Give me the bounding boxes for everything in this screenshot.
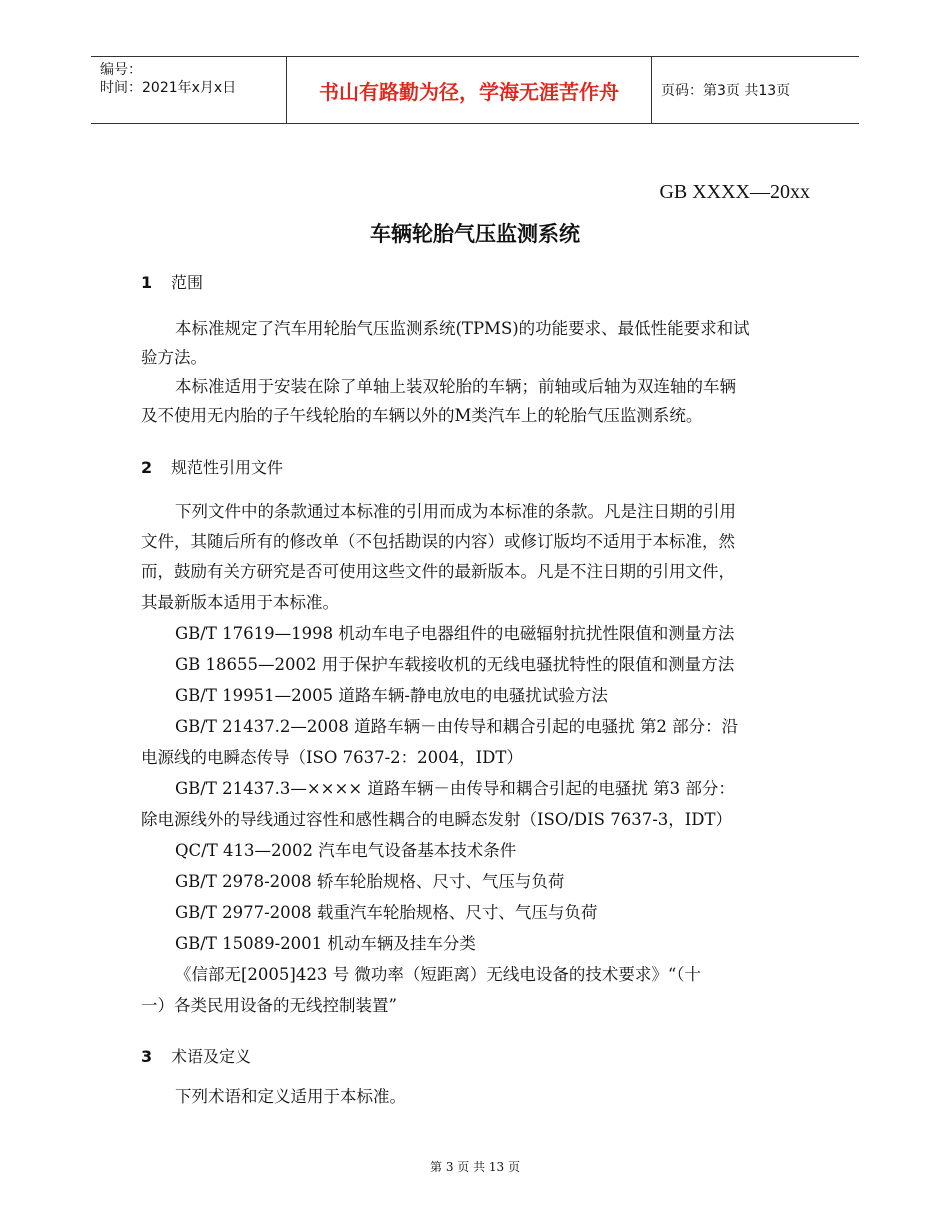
- reference-item: QC/T 413—2002 汽车电气设备基本技术条件: [175, 841, 517, 860]
- section-heading: [141, 455, 283, 478]
- section-title: 范围: [171, 273, 204, 292]
- paragraph-line: 其最新版本适用于本标准。: [141, 593, 339, 612]
- header-meta: [100, 61, 236, 97]
- paragraph-line: 验方法。: [141, 348, 207, 367]
- paragraph-line: 及不使用无内胎的子午线轮胎的车辆以外的M类汽车上的轮胎气压监测系统。: [141, 406, 703, 425]
- paragraph-line: 下列术语和定义适用于本标准。: [175, 1087, 406, 1106]
- reference-item-cont: 除电源线外的导线通过容性和感性耦合的电瞬态发射（ISO/DIS 7637-3，IDT）: [141, 810, 733, 829]
- document-title: 车辆轮胎气压监测系统: [370, 222, 580, 246]
- reference-item: GB/T 17619—1998 机动车电子电器组件的电磁辐射抗扰性限值和测量方法: [175, 624, 735, 643]
- paragraph-line: 下列文件中的条款通过本标准的引用而成为本标准的条款。凡是注日期的引用: [175, 502, 736, 521]
- paragraph-line: 本标准规定了汽车用轮胎气压监测系统(TPMS)的功能要求、最低性能要求和试: [175, 319, 750, 338]
- number-label: 编号：: [100, 62, 142, 78]
- header-page-info: 页码：第3页 共13页: [661, 83, 791, 99]
- reference-item: GB/T 21437.2—2008 道路车辆－由传导和耦合引起的电骚扰 第2 部分：沿: [175, 717, 739, 736]
- section-number: 2: [141, 458, 153, 477]
- section-title: 规范性引用文件: [171, 458, 284, 477]
- reference-item: GB 18655—2002 用于保护车载接收机的无线电骚扰特性的限值和测量方法: [175, 655, 735, 674]
- section-number: 3: [141, 1047, 153, 1066]
- section-title: 术语及定义: [171, 1047, 252, 1066]
- paragraph-line: 本标准适用于安装在除了单轴上装双轮胎的车辆；前轴或后轴为双连轴的车辆: [175, 377, 736, 396]
- reference-item: GB/T 15089-2001 机动车辆及挂车分类: [175, 934, 476, 953]
- reference-item: GB/T 19951—2005 道路车辆-静电放电的电骚扰试验方法: [175, 686, 608, 705]
- reference-item: 《信部无[2005]423 号 微功率（短距离）无线电设备的技术要求》“（十: [175, 965, 702, 984]
- reference-item-cont: 一）各类民用设备的无线控制装置”: [141, 996, 397, 1015]
- header-divider: [651, 57, 652, 123]
- reference-item: GB/T 2977-2008 载重汽车轮胎规格、尺寸、气压与负荷: [175, 903, 598, 922]
- section-number: 1: [141, 273, 153, 292]
- section-heading: [141, 1044, 251, 1067]
- paragraph-line: 文件，其随后所有的修改单（不包括勘误的内容）或修订版均不适用于本标准，然: [141, 532, 735, 551]
- reference-item-cont: 电源线的电瞬态传导（ISO 7637-2：2004，IDT）: [141, 748, 523, 767]
- page-footer: 第 3 页 共 13 页: [430, 1160, 520, 1174]
- reference-item: GB/T 2978-2008 轿车轮胎规格、尺寸、气压与负荷: [175, 872, 565, 891]
- header-motto: 书山有路勤为径，学海无涯苦作舟: [319, 79, 619, 104]
- section-heading: [141, 270, 203, 293]
- reference-item: GB/T 21437.3—×××× 道路车辆－由传导和耦合引起的电骚扰 第3 部分：: [175, 779, 735, 798]
- standard-code: GB XXXX—20xx: [659, 181, 810, 203]
- paragraph-line: 而，鼓励有关方研究是否可使用这些文件的最新版本。凡是不注日期的引用文件，: [141, 562, 735, 581]
- page-header: [91, 56, 859, 124]
- time-label: 时间：2021年x月x日: [100, 80, 237, 96]
